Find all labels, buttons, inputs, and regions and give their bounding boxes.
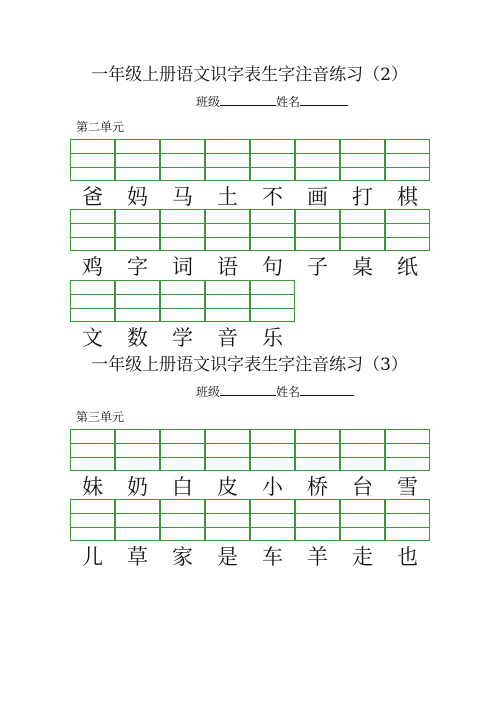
- pinyin-cell[interactable]: [205, 139, 250, 181]
- hanzi-char: 家: [172, 545, 193, 569]
- pinyin-cell[interactable]: [385, 209, 430, 251]
- hanzi-char: 走: [352, 545, 373, 569]
- name-blank: [300, 383, 354, 396]
- pinyin-cell[interactable]: [115, 209, 160, 251]
- hanzi-char: 白: [172, 475, 193, 499]
- pinyin-cell[interactable]: [115, 139, 160, 181]
- hanzi-char: 羊: [307, 545, 328, 569]
- pinyin-cell[interactable]: [295, 139, 340, 181]
- sheet-title: 一年级上册语文识字表生字注音练习（3）: [91, 355, 408, 375]
- pinyin-cell[interactable]: [385, 139, 430, 181]
- pinyin-cell[interactable]: [70, 280, 115, 322]
- hanzi-char: 桌: [352, 255, 373, 279]
- hanzi-char: 语: [217, 255, 238, 279]
- pinyin-cell[interactable]: [70, 209, 115, 251]
- hanzi-char: 学: [172, 326, 193, 350]
- hanzi-char: 是: [217, 545, 238, 569]
- hanzi-char: 儿: [82, 545, 103, 569]
- pinyin-cell[interactable]: [250, 280, 295, 322]
- unit-label: 第二单元: [76, 120, 125, 134]
- name-blank: [300, 93, 348, 106]
- pinyin-cell[interactable]: [340, 209, 385, 251]
- pinyin-cell[interactable]: [340, 139, 385, 181]
- hanzi-char: 文: [82, 326, 103, 350]
- pinyin-cell[interactable]: [115, 280, 160, 322]
- hanzi-char: 桥: [307, 475, 328, 499]
- class-blank: [220, 93, 276, 106]
- hanzi-char: 也: [397, 545, 418, 569]
- pinyin-cell[interactable]: [205, 499, 250, 541]
- hanzi-char: 乐: [262, 326, 283, 350]
- hanzi-char: 不: [262, 185, 283, 209]
- class-blank: [220, 383, 276, 396]
- hanzi-char: 棋: [397, 185, 418, 209]
- pinyin-cell[interactable]: [160, 499, 205, 541]
- pinyin-cell[interactable]: [70, 139, 115, 181]
- pinyin-cell[interactable]: [160, 429, 205, 471]
- sheet-title: 一年级上册语文识字表生字注音练习（2）: [91, 65, 408, 85]
- hanzi-char: 数: [127, 326, 148, 350]
- class-name-line: [196, 93, 348, 110]
- hanzi-char: 词: [172, 255, 193, 279]
- hanzi-char: 字: [127, 255, 148, 279]
- pinyin-cell[interactable]: [340, 429, 385, 471]
- unit-label: 第三单元: [76, 410, 125, 424]
- pinyin-cell[interactable]: [250, 209, 295, 251]
- hanzi-char: 爸: [82, 185, 103, 209]
- hanzi-char: 车: [262, 545, 283, 569]
- name-label: 姓名: [276, 385, 301, 399]
- class-label: 班级: [196, 95, 221, 109]
- pinyin-cell[interactable]: [205, 280, 250, 322]
- hanzi-char: 雪: [397, 475, 418, 499]
- hanzi-char: 纸: [397, 255, 418, 279]
- class-name-line: [196, 383, 354, 400]
- pinyin-cell[interactable]: [250, 139, 295, 181]
- pinyin-cell[interactable]: [250, 429, 295, 471]
- pinyin-cell[interactable]: [295, 209, 340, 251]
- pinyin-cell[interactable]: [205, 429, 250, 471]
- pinyin-cell[interactable]: [295, 499, 340, 541]
- pinyin-cell[interactable]: [295, 429, 340, 471]
- pinyin-cell[interactable]: [115, 429, 160, 471]
- pinyin-cell[interactable]: [160, 139, 205, 181]
- hanzi-char: 音: [217, 326, 238, 350]
- pinyin-cell[interactable]: [385, 499, 430, 541]
- hanzi-char: 打: [352, 185, 373, 209]
- hanzi-char: 子: [307, 255, 328, 279]
- hanzi-char: 小: [262, 475, 283, 499]
- pinyin-cell[interactable]: [385, 429, 430, 471]
- pinyin-cell[interactable]: [250, 499, 295, 541]
- pinyin-cell[interactable]: [205, 209, 250, 251]
- hanzi-char: 画: [307, 185, 328, 209]
- hanzi-char: 妹: [82, 475, 103, 499]
- pinyin-cell[interactable]: [70, 499, 115, 541]
- hanzi-char: 皮: [217, 475, 238, 499]
- hanzi-char: 鸡: [82, 255, 103, 279]
- hanzi-char: 句: [262, 255, 283, 279]
- hanzi-char: 妈: [127, 185, 148, 209]
- pinyin-cell[interactable]: [70, 429, 115, 471]
- pinyin-cell[interactable]: [160, 280, 205, 322]
- pinyin-cell[interactable]: [340, 499, 385, 541]
- hanzi-char: 奶: [127, 475, 148, 499]
- pinyin-cell[interactable]: [115, 499, 160, 541]
- class-label: 班级: [196, 385, 221, 399]
- hanzi-char: 土: [217, 185, 238, 209]
- name-label: 姓名: [276, 95, 301, 109]
- hanzi-char: 台: [352, 475, 373, 499]
- hanzi-char: 马: [172, 185, 193, 209]
- hanzi-char: 草: [127, 545, 148, 569]
- pinyin-cell[interactable]: [160, 209, 205, 251]
